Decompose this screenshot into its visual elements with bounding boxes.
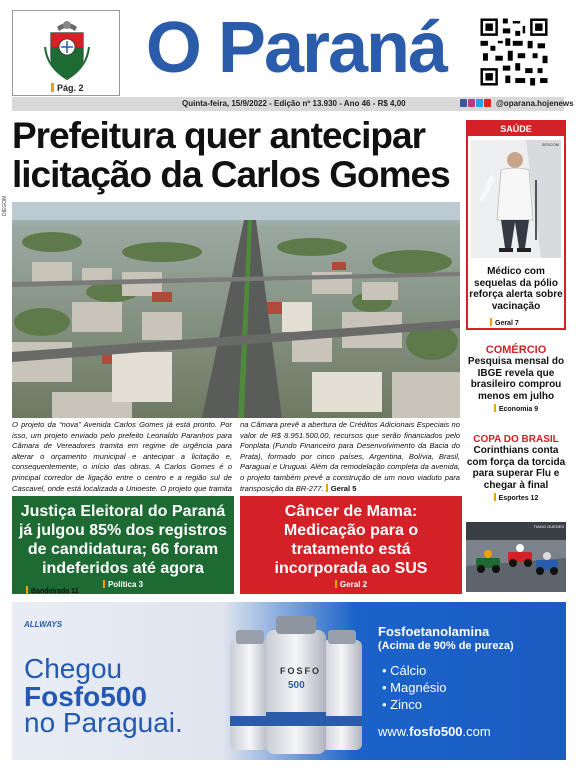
- caption-text: O projeto da “nova” Avenida Carlos Gomes já está pronto. Por isso, um projeto enviado pelo prefeito Leonaldo Paranhos para Câmara de Vereadores tramita em regime de urgência para alterar o orçamento municipal e antecipar a licitação e, consequentemente, o início das obras. A Carlos Gomes é o principal corredor de ligação entre o centro e a região sul de Cascavel, onde está localizada a Unioeste. O projeto que tramita na Câmara prevê a abertura de Créditos Adicionais Especiais no valor de R$ 8.951.500,00, recursos que serão financiados pelo Fonplata (Fundo Financeiro para Desenvolvimento da Bacia do Prata), formado por cinco países, Argentina, Bolívia, Brasil, Paraguai e Uruguai. Além da remodelação completa da avenida, o projeto também prevê a construção de um novo viaduto para transposição da BR-277.: [12, 420, 460, 493]
- cup-ref: Esportes 12: [466, 493, 566, 502]
- election-story-box[interactable]: [12, 496, 234, 594]
- commerce-section-label: COMÉRCIO: [485, 344, 547, 356]
- social-icons[interactable]: [460, 99, 491, 107]
- instagram-icon[interactable]: [468, 99, 475, 107]
- cancer-ref: Geral 2: [240, 580, 462, 589]
- ad-website-link[interactable]: [378, 724, 491, 739]
- ad-ingredient: • Magnésio: [382, 679, 447, 696]
- ad-ingredients-list: [382, 662, 447, 713]
- election-ref: Política 3: [12, 580, 234, 589]
- cup-story[interactable]: [466, 434, 566, 502]
- commerce-story[interactable]: [466, 344, 566, 413]
- info-bar: [12, 97, 574, 111]
- doctor-photo[interactable]: [471, 140, 561, 258]
- commerce-headline[interactable]: Pesquisa mensal do IBGE revela que brasileiro comprou menos em julho: [467, 356, 565, 402]
- cancer-story-box[interactable]: [240, 496, 462, 594]
- ad-url-bold: fosfo500: [409, 724, 463, 739]
- ad-ingredient: • Zinco: [382, 696, 447, 713]
- crest-box[interactable]: [12, 10, 120, 96]
- edition-date: Quinta-feira, 15/9/2022 - Edição nº 13.930 - Ano 46 - R$ 4,00: [182, 99, 406, 108]
- twitter-icon[interactable]: [476, 99, 483, 107]
- election-headline[interactable]: Justiça Eleitoral do Paraná já julgou 85% dos registros de candidatura; 66 foram indeferidos até agora: [18, 503, 228, 577]
- health-section-label: SAÚDE: [468, 122, 564, 136]
- ad-product-subtitle: (Acima de 90% de pureza): [378, 640, 514, 652]
- doctor-figure-icon: [471, 140, 561, 258]
- photo-credit: DIEGOM: [2, 195, 8, 216]
- page-ref: Pág. 2: [51, 83, 84, 93]
- newspaper-logo[interactable]: O Paraná: [145, 8, 447, 88]
- kart-photo-credit: TIAGO GUEDES: [533, 524, 564, 529]
- kart-photo[interactable]: [466, 522, 566, 592]
- ad-headline-line3: no Paraguai.: [24, 707, 183, 738]
- kart-ref[interactable]: Bandeirada 11: [26, 586, 78, 595]
- ad-product-title: Fosfoetanolamina: [378, 624, 490, 639]
- fosfo500-advertisement[interactable]: [12, 602, 566, 760]
- doctor-photo-credit: SESCOM: [541, 142, 559, 147]
- coat-of-arms-icon: [43, 17, 91, 81]
- photo-caption: [12, 420, 460, 494]
- aerial-city-photo[interactable]: [12, 202, 460, 418]
- youtube-icon[interactable]: [484, 99, 491, 107]
- main-headline[interactable]: Prefeitura quer antecipar licitação da Carlos Gomes: [12, 115, 450, 195]
- health-ref: Geral 7: [490, 318, 519, 327]
- cancer-headline[interactable]: Câncer de Mama: Medicação para o tratamento está incorporada ao SUS: [274, 503, 428, 577]
- cup-headline[interactable]: Corinthians conta com força da torcida para superar Flu e chegar à final: [466, 445, 566, 491]
- ad-headline-line2: Fosfo500: [24, 681, 147, 712]
- facebook-icon[interactable]: [460, 99, 467, 107]
- ad-brand: ALLWAYS: [24, 620, 63, 629]
- qr-code-icon[interactable]: [478, 16, 550, 88]
- ad-url-prefix: www.: [378, 724, 410, 739]
- social-handle[interactable]: @oparana.hojenews: [496, 99, 574, 108]
- health-story-box[interactable]: [466, 120, 566, 330]
- masthead: [6, 6, 570, 96]
- cup-section-label: COPA DO BRASIL: [473, 434, 559, 445]
- kart-race-icon: [466, 522, 566, 592]
- bottle-brand-label: FOSFO: [280, 666, 321, 676]
- ad-headline-line1: Chegou: [24, 653, 123, 684]
- commerce-ref: Economia 9: [466, 404, 566, 413]
- ad-url-suffix: .com: [462, 724, 491, 739]
- bottle-mg-label: 500: [288, 680, 305, 691]
- ad-ingredient: • Cálcio: [382, 662, 447, 679]
- health-headline[interactable]: Médico com sequelas da pólio reforça alerta sobre vacinação: [469, 266, 563, 312]
- caption-ref[interactable]: Geral 5: [326, 484, 357, 493]
